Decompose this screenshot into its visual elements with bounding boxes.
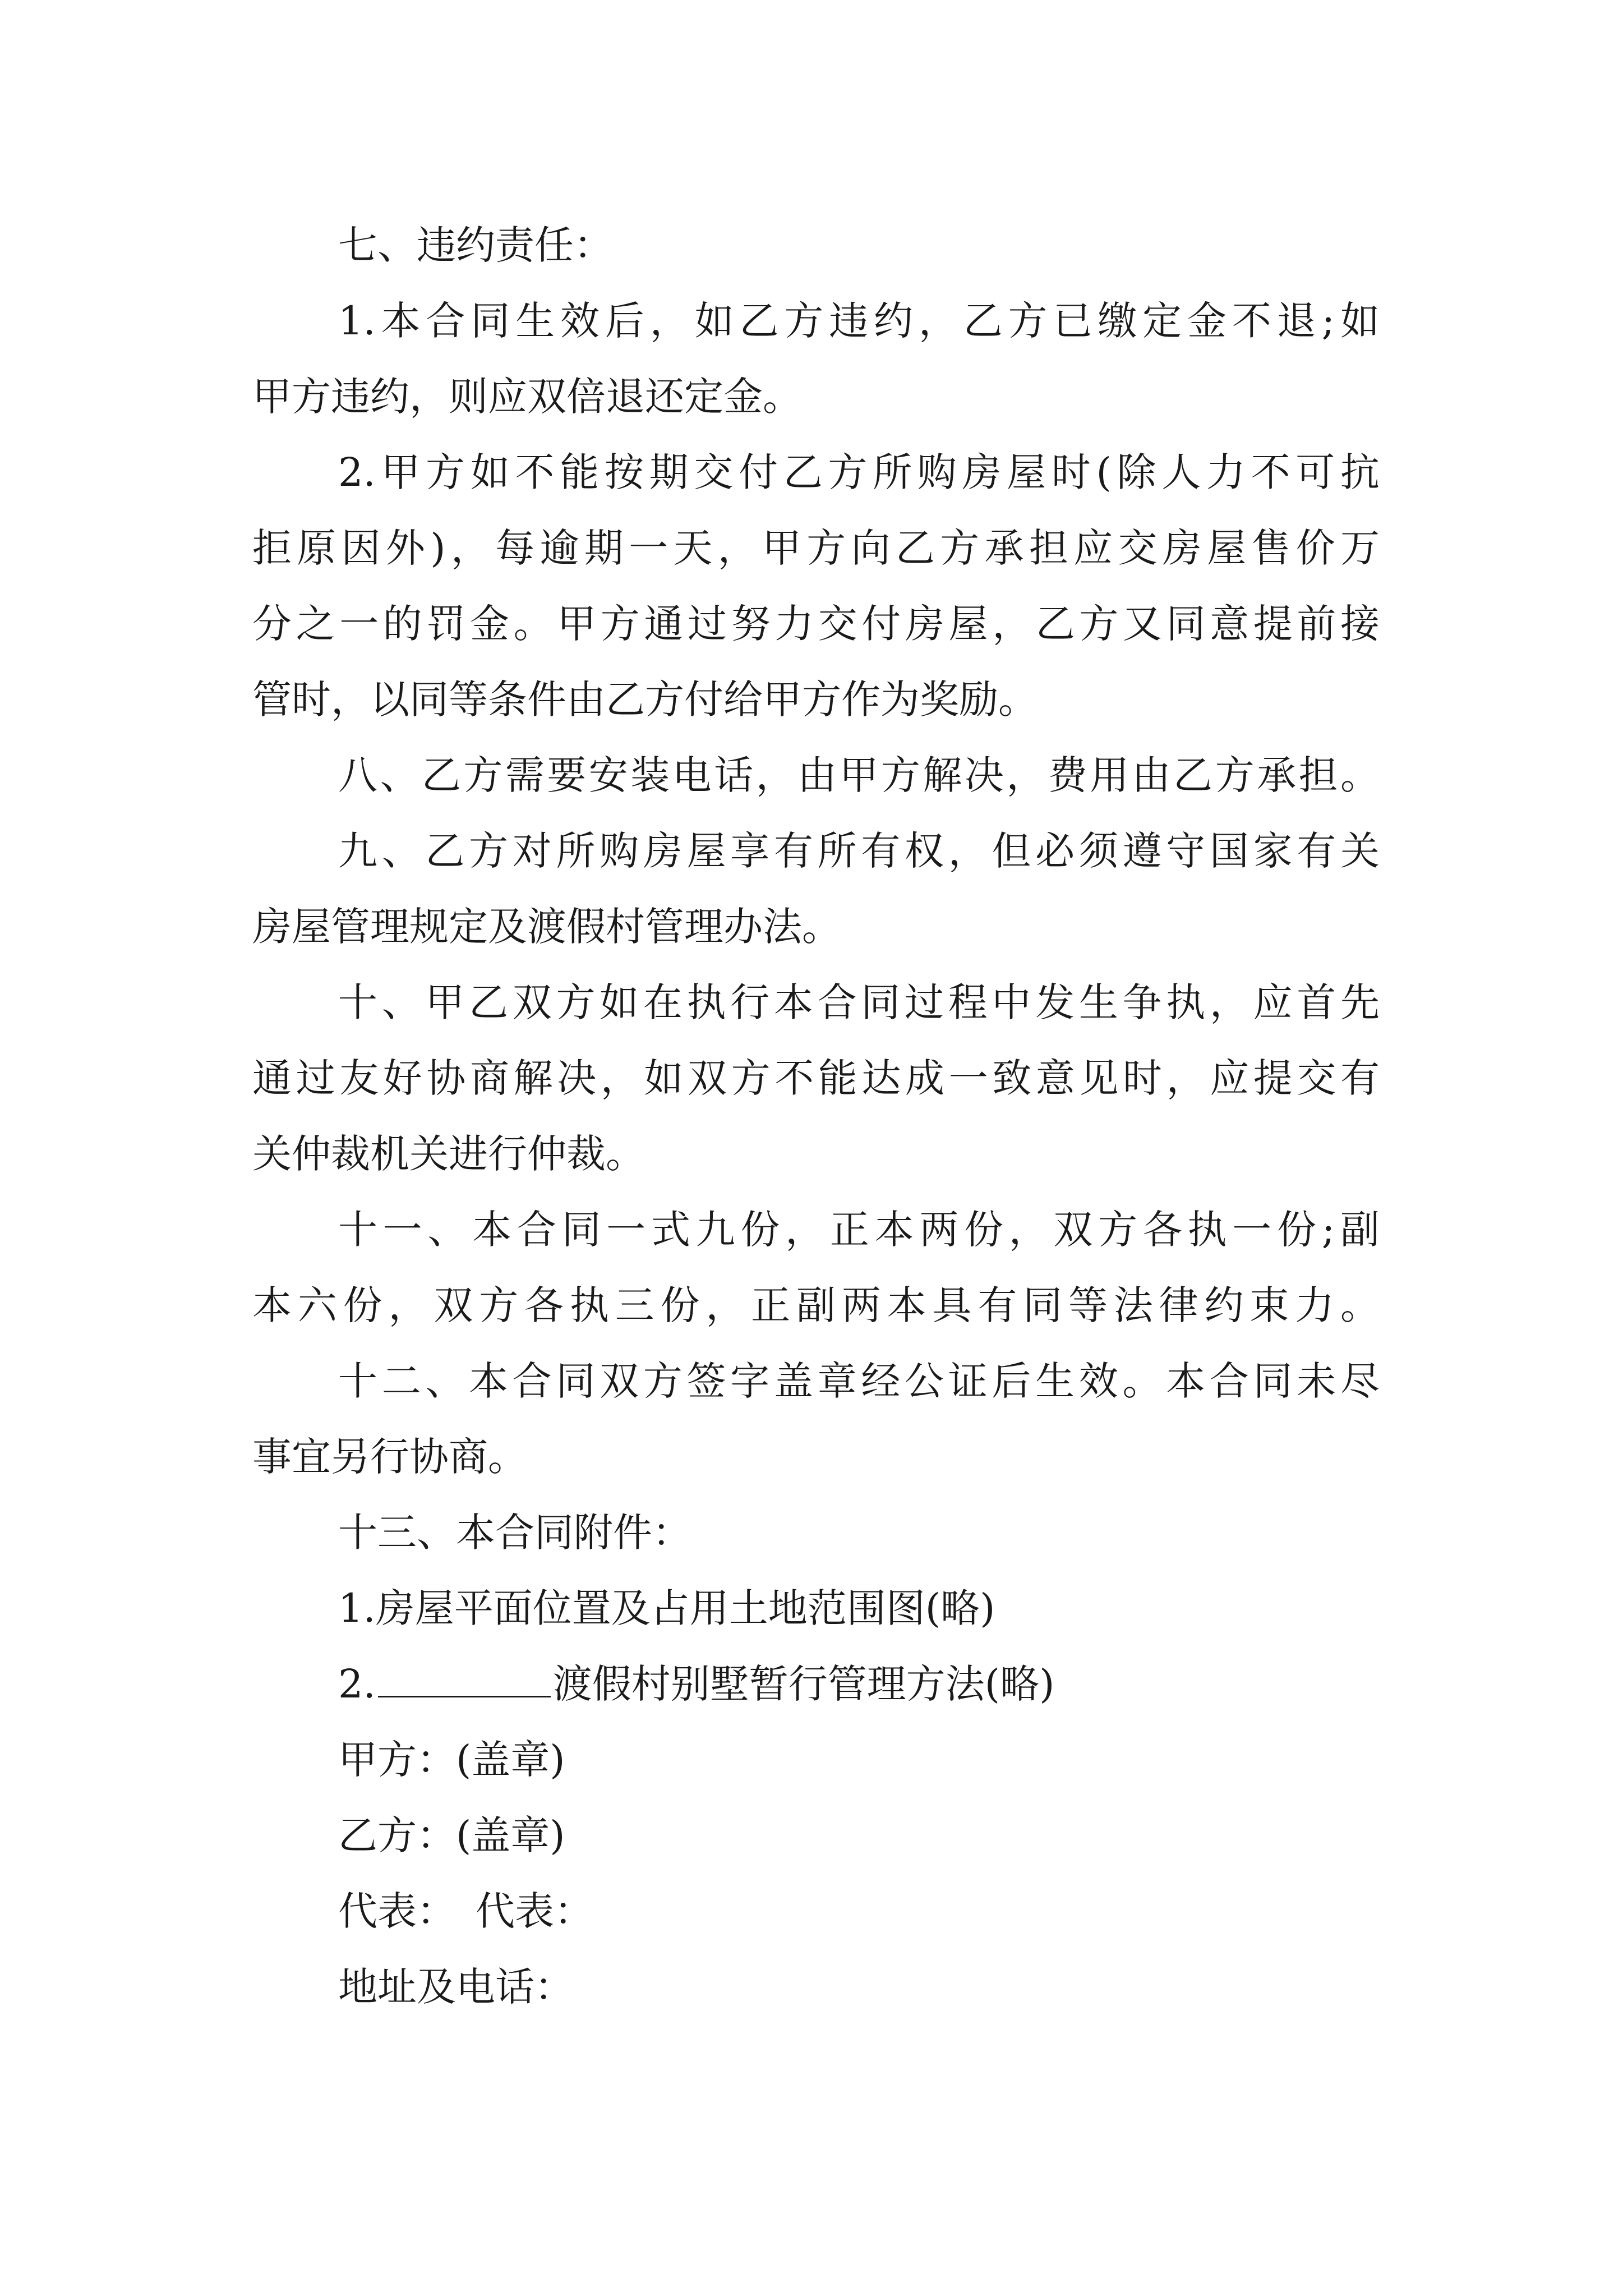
attachment2-suffix: 渡假村别墅暂行管理方法(略)	[552, 1661, 1055, 1707]
signature-representatives: 代表： 代表：	[338, 1888, 593, 1934]
clause12-line1: 十二、本合同双方签字盖章经公证后生效。本合同未尽	[338, 1358, 1380, 1404]
clause11-line2: 本六份，双方各执三份，正副两本具有同等法律约束力。	[252, 1282, 1380, 1328]
signature-party-a: 甲方：(盖章)	[338, 1737, 565, 1783]
clause10-line1: 十、甲乙双方如在执行本合同过程中发生争执，应首先	[338, 979, 1380, 1025]
clause12-line2: 事宜另行协商。	[252, 1434, 527, 1480]
clause7-item2-line2: 拒原因外)，每逾期一天，甲方向乙方承担应交房屋售价万	[252, 525, 1380, 571]
clause7-item1-line1: 1.本合同生效后，如乙方违约，乙方已缴定金不退;如	[338, 298, 1380, 344]
clause7-item1-line2: 甲方违约，则应双倍退还定金。	[252, 374, 802, 420]
attachment2-prefix: 2.	[338, 1661, 376, 1707]
clause13-heading: 十三、本合同附件：	[338, 1510, 691, 1556]
clause10-line3: 关仲裁机关进行仲裁。	[252, 1131, 645, 1177]
clause10-line2: 通过友好协商解决，如双方不能达成一致意见时，应提交有	[252, 1055, 1380, 1101]
clause9-line2: 房屋管理规定及渡假村管理办法。	[252, 904, 841, 950]
clause7-item2-line3: 分之一的罚金。甲方通过努力交付房屋，乙方又同意提前接	[252, 601, 1380, 647]
clause7-item2-line4: 管时，以同等条件由乙方付给甲方作为奖励。	[252, 677, 1038, 723]
clause8-line1: 八、乙方需要安装电话，由甲方解决，费用由乙方承担。	[338, 752, 1380, 798]
clause7-item2-line1: 2.甲方如不能按期交付乙方所购房屋时(除人力不可抗	[338, 449, 1380, 495]
clause13-attachment2	[338, 1661, 1055, 1707]
clause7-heading: 七、违约责任：	[338, 222, 613, 268]
signature-party-b: 乙方：(盖章)	[338, 1812, 565, 1858]
signature-address-phone: 地址及电话：	[338, 1964, 574, 2010]
clause11-line1: 十一、本合同一式九份，正本两份，双方各执一份;副	[338, 1207, 1380, 1253]
clause13-attachment1: 1.房屋平面位置及占用土地范围图(略)	[338, 1585, 995, 1631]
clause9-line1: 九、乙方对所购房屋享有所有权，但必须遵守国家有关	[338, 828, 1380, 874]
fill-in-blank-line	[378, 1664, 551, 1697]
